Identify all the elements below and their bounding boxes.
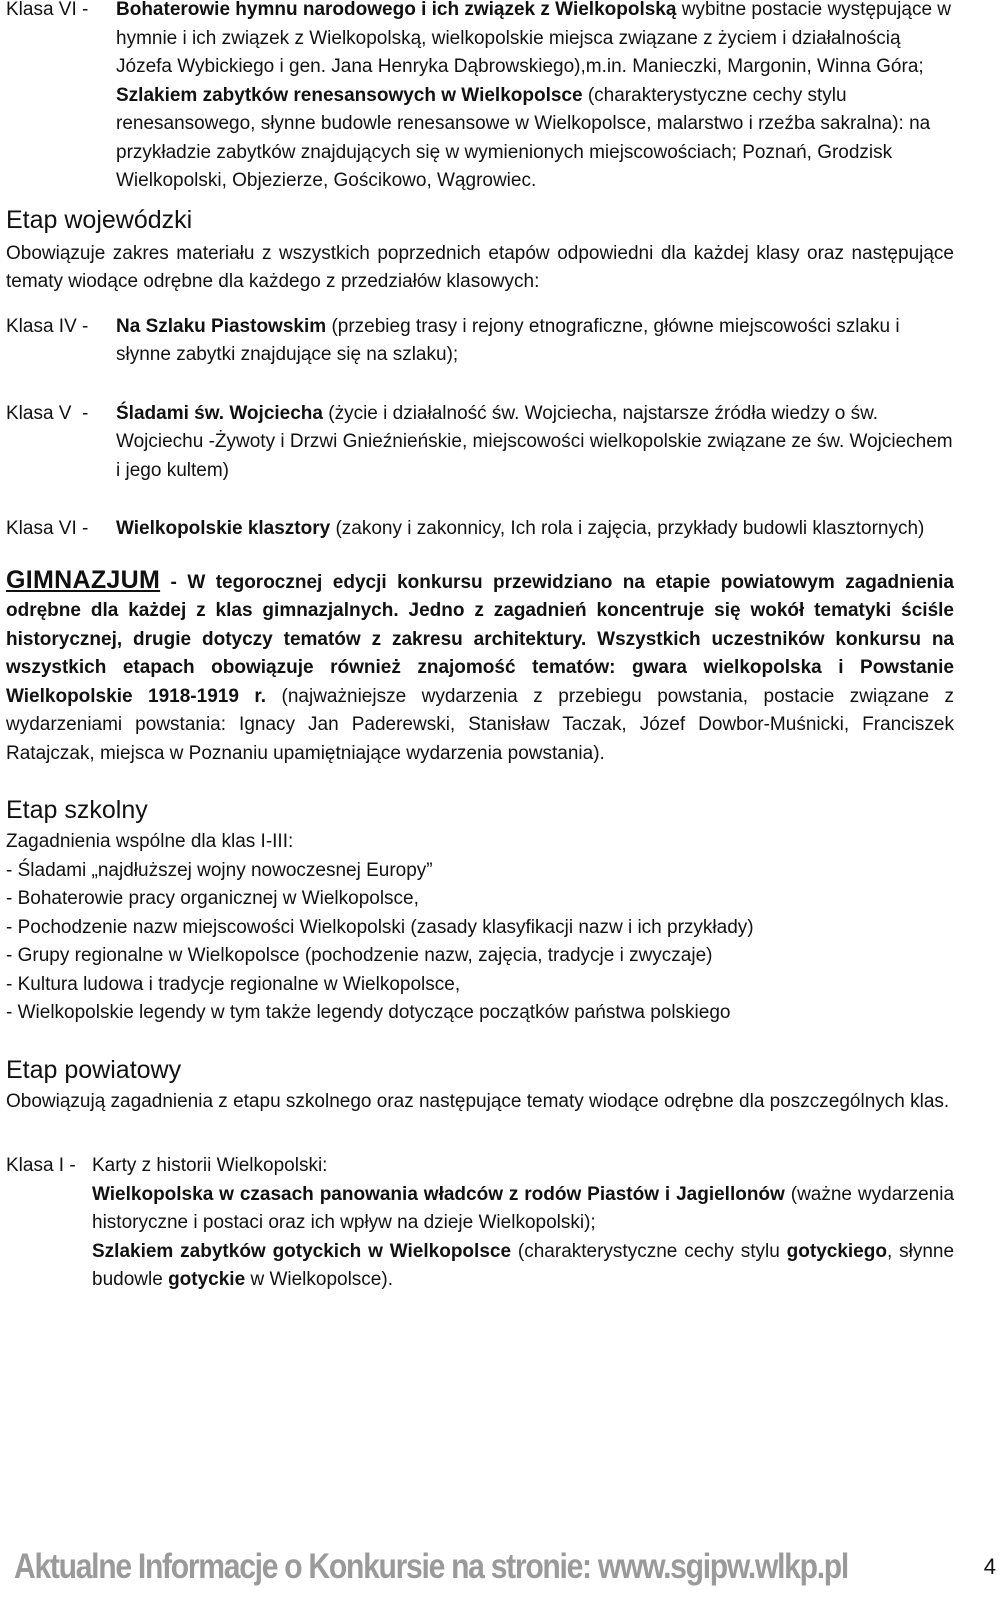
page-number: 4 <box>983 1553 996 1579</box>
class-label: Klasa IV - <box>6 315 89 337</box>
district-intro: Obowiązują zagadnienia z etapu szkolnego oraz następujące tematy wiodące odrębne dla poszczególnych klas. <box>6 1090 950 1112</box>
class-label: Klasa VI - <box>6 0 89 20</box>
class-description: (przebieg trasy i rejony etnograficzne, główne miejscowości szlaku i słynne zabytki znajdujące się na szlaku); <box>116 315 900 365</box>
class-label: Klasa VI - <box>6 518 89 539</box>
class-content <box>116 515 954 544</box>
list-item: - Grupy regionalne w Wielkopolsce (pochodzenie nazw, zajęcia, tradycje i zwyczaje) <box>6 945 713 966</box>
district-class-i <box>6 1152 954 1181</box>
class-topic-2: Szlakiem zabytków renesansowych w Wielkopolsce <box>116 84 583 106</box>
section-heading-school: Etap szkolny <box>6 796 148 824</box>
class-description-2e: w Wielkopolsce). <box>250 1269 393 1290</box>
list-item: - Kultura ludowa i tradycje regionalne w Wielkopolsce, <box>6 973 461 995</box>
class-description: (zakony i zakonnicy, Ich rola i zajęcia, przykłady budowli klasztornych) <box>335 518 925 539</box>
gimnazjum-text: (najważniejsze wydarzenia z przebiegu powstania, postacie związane z wydarzeniami powstania: Ignacy Jan Paderewski, Stanisław Taczak, Józef Dowbor-Muśnicki, Franciszek Ratajczak, miejsca w Poznaniu upamiętniające wydarzenia powstania). <box>6 685 955 764</box>
page-footer <box>6 1545 996 1589</box>
class-description-2a: (charakterystyczne cechy stylu <box>517 1240 780 1262</box>
school-subheading: Zagadnienia wspólne dla klas I-III: <box>6 831 294 852</box>
class-topic: Bohaterowie hymnu narodowego i ich związek z Wielkopolską <box>116 0 677 20</box>
top-class-vi <box>6 0 954 196</box>
class-label: Klasa I - <box>6 1155 76 1176</box>
class-label: Klasa V - <box>6 402 89 424</box>
district-class-i-topics <box>6 1181 954 1295</box>
list-item: - Pochodzenie nazw miejscowości Wielkopolski (zasady klasyfikacji nazw i ich przykłady) <box>6 916 754 938</box>
voivodeship-intro: Obowiązuje zakres materiału z wszystkich poprzednich etapów odpowiedni dla każdej klasy oraz następujące tematy wiodące odrębne dla każdego z przedziałów klasowych: <box>6 242 954 292</box>
class-content <box>116 313 954 370</box>
class-intro: Karty z historii Wielkopolski: <box>92 1155 328 1176</box>
class-topic-2: Szlakiem zabytków gotyckich w Wielkopolsce <box>92 1240 512 1262</box>
class-description: (ważne wydarzenia historyczne i postaci oraz ich wpływ na dzieje Wielkopolski); <box>92 1183 955 1233</box>
class-description: (życie i działalność św. Wojciecha, najstarsze źródła wiedzy o św. Wojciechu -Żywoty i Drzwi Gnieźnieńskie, miejscowości wielkopolskie związane ze św. Wojciechem i jego kultem) <box>116 402 953 481</box>
list-item: - Wielkopolskie legendy w tym także legendy dotyczące początków państwa polskiego <box>6 1002 731 1023</box>
class-topic: Śladami św. Wojciecha <box>116 402 323 424</box>
gimnazjum-bold-text: - W tegorocznej edycji konkursu przewidziano na etapie powiatowym zagadnienia odrębne dla każdej z klas gimnazjalnych. Jedno z zagadnień koncentruje się wokół tematyki ściśle historycznej, drugie dotyczy tematów z zakresu architektury. Wszystkich uczestników konkursu na wszystkich etapach obowiązuje również znajomość tematów: gwara wielkopolska i Powstanie Wielkopolskie 1918-1919 r. <box>6 571 954 707</box>
class-topic: Wielkopolska w czasach panowania władców z rodów Piastów i Jagiellonów <box>92 1183 785 1205</box>
class-topic: Na Szlaku Piastowskim <box>116 315 327 337</box>
class-content <box>116 0 954 196</box>
list-item: - Bohaterowie pracy organicznej w Wielkopolsce, <box>6 888 419 909</box>
class-description: wybitne postacie występujące w hymnie i ich związek z Wielkopolską, wielkopolskie miejsca związane z życiem i działalnością Józefa Wybickiego i gen. Jana Henryka Dąbrowskiego),m.in. Manieczki, Margonin, Winna Góra; <box>116 0 952 77</box>
voivodeship-class-vi <box>6 515 954 544</box>
voivodeship-class-v <box>6 400 954 486</box>
gimnazjum-section <box>6 566 954 769</box>
section-heading-voivodeship: Etap wojewódzki <box>6 205 193 234</box>
list-item: - Śladami „najdłuższej wojny nowoczesnej Europy” <box>6 859 433 881</box>
class-content <box>116 400 954 486</box>
voivodeship-class-iv <box>6 313 954 370</box>
document-page <box>6 0 954 1295</box>
class-description-2b: gotyckiego <box>786 1240 887 1262</box>
section-heading-district: Etap powiatowy <box>6 1055 182 1084</box>
class-topic: Wielkopolskie klasztory <box>116 518 331 539</box>
school-topic-list <box>6 857 954 1028</box>
footer-banner: Aktualne Informacje o Konkursie na stronie: www.sgipw.wlkp.pl <box>14 1546 848 1586</box>
class-description-2: (charakterystyczne cechy stylu renesansowego, słynne budowle renesansowe w Wielkopolsce, malarstwo i rzeźba sakralna): na przykładzie zabytków znajdujących się w wymienionych miejscowościach; Poznań, Grodzisk Wielkopolski, Objezierze, Gościkowo, Wągrowiec. <box>116 84 931 191</box>
class-description-2d: gotyckie <box>168 1269 246 1290</box>
gimnazjum-title: GIMNAZJUM <box>6 565 161 594</box>
class-description-2c: , słynne budowle <box>92 1240 955 1290</box>
